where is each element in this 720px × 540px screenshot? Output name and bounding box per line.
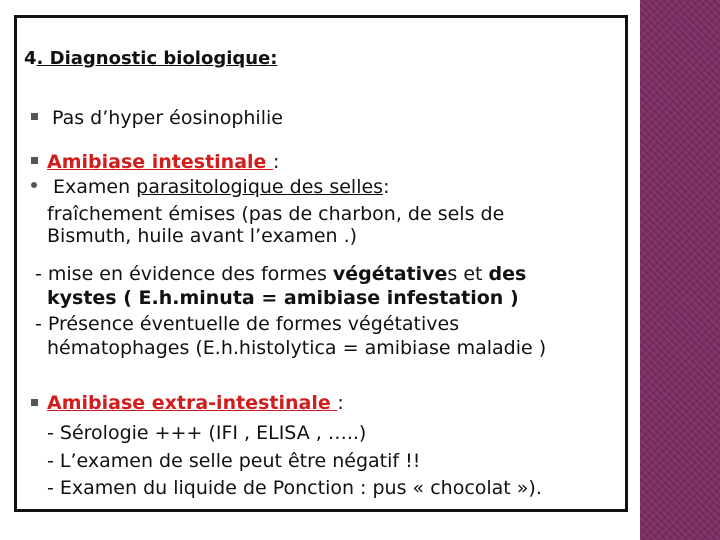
puncture-fluid-line: - Examen du liquide de Ponction : pus « chocolat »). — [47, 477, 542, 499]
square-bullet-icon — [31, 399, 38, 406]
square-bullet-icon — [31, 157, 38, 164]
bismuth-line: Bismuth, huile avant l’examen .) — [47, 225, 358, 247]
cysts-line: kystes ( E.h.minuta = amibiase infestation ) — [47, 287, 519, 309]
decorative-side-strip — [640, 0, 720, 540]
square-bullet-icon — [31, 113, 38, 120]
fresh-stool-line: fraîchement émises (pas de charbon, de sels de — [47, 203, 505, 225]
bullet-no-eosinophilia: Pas d’hyper éosinophilie — [52, 107, 283, 129]
serology-line: - Sérologie +++ (IFI , ELISA , …..) — [47, 422, 367, 444]
extra-intestinal-heading: Amibiase extra-intestinale : — [47, 392, 344, 414]
intestinal-amebiasis-heading: Amibiase intestinale : — [47, 151, 280, 173]
stool-negative-line: - L’examen de selle peut être négatif !! — [47, 450, 421, 472]
hematophages-line: hématophages (E.h.histolytica = amibiase maladie ) — [47, 337, 547, 359]
stool-exam-line: Examen parasitologique des selles: — [53, 176, 390, 198]
vegetative-forms-line: - mise en évidence des formes végétatives et des — [35, 263, 527, 285]
round-bullet-icon — [31, 182, 37, 188]
presence-line: - Présence éventuelle de formes végétatives — [35, 313, 460, 335]
section-title: 4. Diagnostic biologique: — [24, 48, 278, 69]
